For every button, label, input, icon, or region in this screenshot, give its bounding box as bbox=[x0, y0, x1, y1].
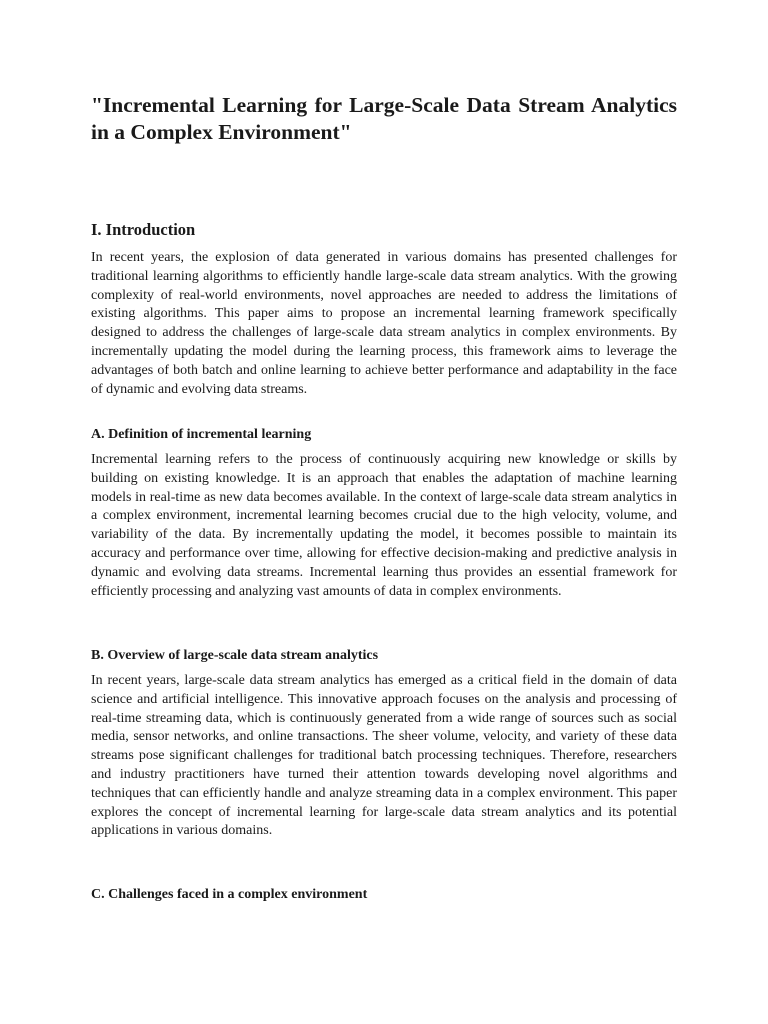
section-definition bbox=[91, 426, 677, 601]
document-title: "Incremental Learning for Large-Scale Data Stream Analytics in a Complex Environment" bbox=[91, 93, 677, 144]
section-introduction-body bbox=[91, 249, 677, 399]
section-heading-introduction: I. Introduction bbox=[91, 220, 196, 239]
section-challenges bbox=[91, 886, 677, 904]
paragraph-overview: In recent years, large-scale data stream analytics has emerged as a critical field in the domain of data science and artificial intelligence. This innovative approach focuses on the analysis and processing of real-time streaming data, which is continuously generated from a wide range of sources such as social media, sensor networks, and online transactions. The sheer volume, velocity, and variety of these data streams pose significant challenges for traditional batch processing techniques. Therefore, researchers and industry practitioners have turned their attention towards developing novel algorithms and techniques that can efficiently handle and analyze streaming data in a complex environment. This paper explores the concept of incremental learning for large-scale data stream analytics and its potential applications in various domains. bbox=[91, 673, 677, 839]
section-overview bbox=[91, 647, 677, 841]
section-heading-definition: A. Definition of incremental learning bbox=[91, 427, 312, 442]
section-heading-overview: B. Overview of large-scale data stream analytics bbox=[91, 648, 379, 663]
section-heading-challenges: C. Challenges faced in a complex environment bbox=[91, 887, 368, 902]
paragraph-definition: Incremental learning refers to the process of continuously acquiring new knowledge or skills by building on existing knowledge. It is an approach that enables the adaptation of machine learning models in real-time as new data becomes available. In the context of large-scale data stream analytics in a complex environment, incremental learning becomes crucial due to the high velocity, volume, and variability of the data. By incrementally updating the model, it becomes possible to maintain its accuracy and performance over time, allowing for effective decision-making and predictive analysis in dynamic and evolving data streams. Incremental learning thus provides an essential framework for efficiently processing and analyzing vast amounts of data in complex environments. bbox=[91, 452, 677, 599]
document-page bbox=[91, 92, 677, 902]
paragraph-introduction: In recent years, the explosion of data generated in various domains has presented challenges for traditional learning algorithms to efficiently handle large-scale data stream analytics. With the growing complexity of real-world environments, novel approaches are needed to address the limitations of existing algorithms. This paper aims to propose an incremental learning framework specifically designed to address the challenges of large-scale data stream analytics in complex environments. By incrementally updating the model during the learning process, this framework aims to leverage the advantages of both batch and online learning to achieve better performance and adaptability in the face of dynamic and evolving data streams. bbox=[91, 250, 677, 397]
